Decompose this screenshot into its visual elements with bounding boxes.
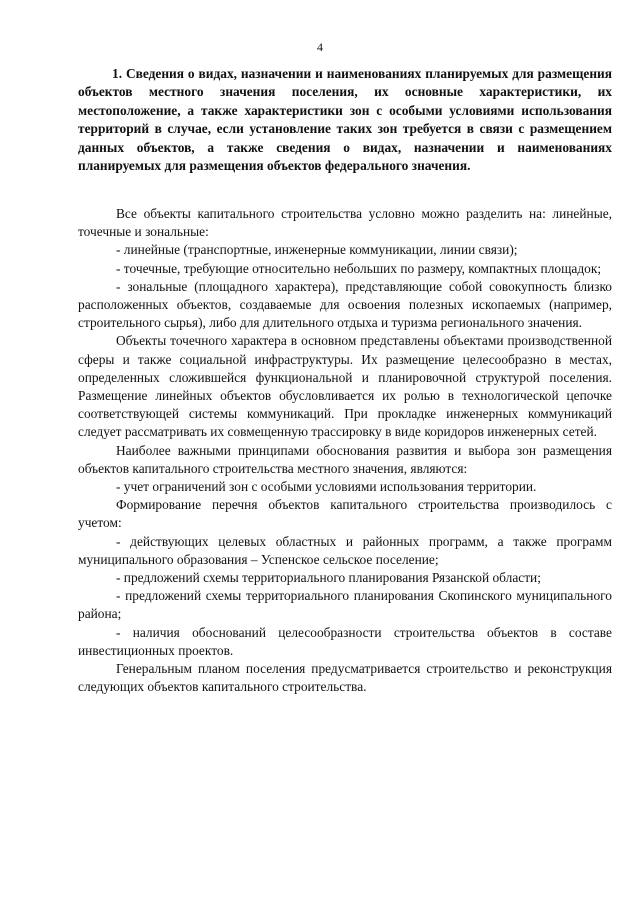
list-item: - предложений схемы территориального планирования Скопинского муниципального района; bbox=[78, 588, 612, 622]
list-item: - наличия обоснований целесообразности строительства объектов в составе инвестиционных проектов. bbox=[78, 624, 612, 658]
paragraph: Объекты точечного характера в основном представлены объектами производственной сферы и также социальной инфраструктуры. Их размещение целесообразно в местах, определенных сложившейся функциональной и планировочной структурой поселения. Размещение линейных объектов обусловливается их ролью в технологической цепочке соответствующей системы коммуникаций. При прокладке инженерных коммуникаций следует рассматривать их совмещенную трассировку в виде коридоров инженерных сетей. bbox=[78, 333, 612, 440]
paragraph: Формирование перечня объектов капитального строительства производилось с учетом: bbox=[78, 497, 612, 531]
list-item: - зональные (площадного характера), представляющие собой совокупность близко расположенных объектов, создаваемые для освоения полезных ископаемых (например, строительного сырья), либо для длительного отдыха и туризма регионального значения. bbox=[78, 278, 612, 331]
body-text bbox=[78, 205, 612, 696]
paragraph: Наиболее важными принципами обоснования развития и выбора зон размещения объектов капитального строительства местного значения, являются: bbox=[78, 442, 612, 476]
paragraph: Все объекты капитального строительства условно можно разделить на: линейные, точечные и зональные: bbox=[78, 206, 612, 240]
list-item: - точечные, требующие относительно небольших по размеру, компактных площадок; bbox=[116, 260, 602, 276]
section-heading: 1. Сведения о видах, назначении и наименованиях планируемых для размещения объектов местного значения поселения, их основные характеристики, их местоположение, а также характеристики зон с особыми условиями использования территорий в случае, если установление таких зон требуется в связи с размещением данных объектов, а также сведения о видах, назначении и наименованиях планируемых для размещения объектов федерального значения. bbox=[78, 66, 612, 174]
list-item: - линейные (транспортные, инженерные коммуникации, линии связи); bbox=[116, 242, 518, 258]
list-item: - предложений схемы территориального планирования Рязанской области; bbox=[116, 570, 541, 586]
list-item: - учет ограничений зон с особыми условиями использования территории. bbox=[116, 479, 537, 495]
list-item: - действующих целевых областных и районных программ, а также программ муниципального образования – Успенское сельское поселение; bbox=[78, 533, 612, 567]
paragraph: Генеральным планом поселения предусматривается строительство и реконструкция следующих объектов капитального строительства. bbox=[78, 661, 612, 695]
page-number: 4 bbox=[317, 40, 323, 54]
